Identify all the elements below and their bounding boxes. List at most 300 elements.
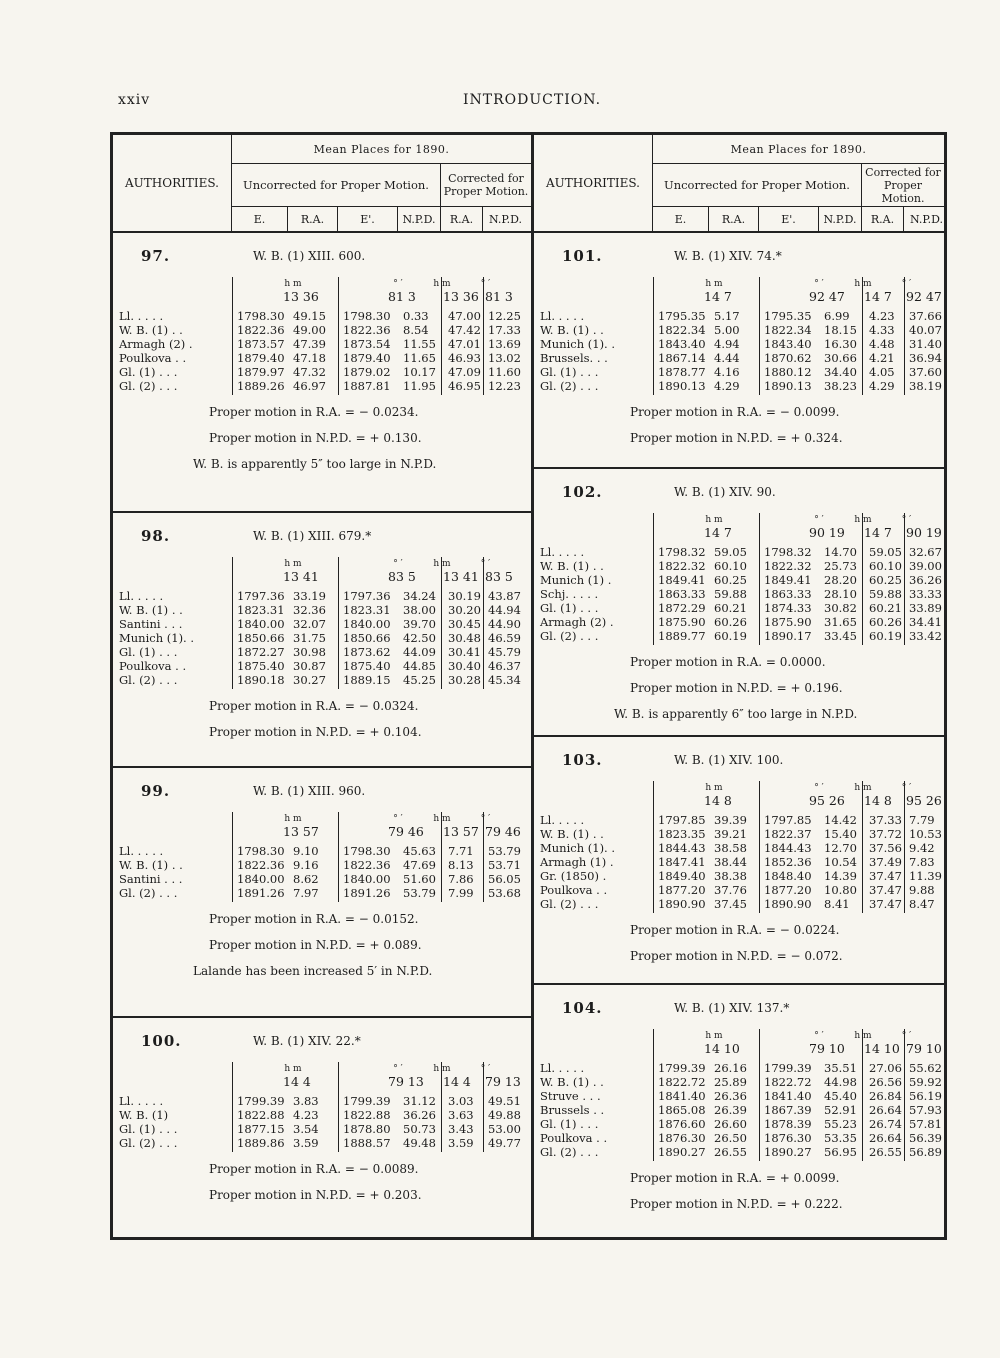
authority-name: Munich (1). . [540,841,616,855]
cell-value: 37.47 [869,869,902,883]
cell-value: 45.63 [403,844,436,858]
cell-value: 12.70 [824,841,857,855]
cell-value: 1872.29 [658,601,706,615]
reference-value-cra: 14 7 [864,525,892,540]
proper-motion-note: Proper motion in R.A. = + 0.0099. [630,1171,840,1185]
reference-value-cnpd: 92 47 [906,289,942,304]
cell-value: 55.23 [824,1117,857,1131]
authority-name: Ll. . . . . [119,1094,164,1108]
cell-value: 45.40 [824,1089,857,1103]
star-number: 102. [562,483,603,501]
cell-value: 4.94 [714,337,740,351]
cell-value: 60.10 [869,559,902,573]
cell-value: 1822.88 [343,1108,391,1122]
cell-value: 26.84 [869,1089,902,1103]
cell-value: 49.88 [488,1108,521,1122]
table-row [113,365,528,379]
cell-value: 1873.62 [343,645,391,659]
cell-value: 1798.30 [343,309,391,323]
cell-value: 46.59 [488,631,521,645]
table-row [113,659,528,673]
reference-value-cnpd: 79 46 [485,824,521,839]
cell-value: 46.93 [448,351,481,365]
table-row [534,855,949,869]
cell-value: 53.00 [488,1122,521,1136]
table-row [113,617,528,631]
proper-motion-note: Proper motion in R.A. = − 0.0224. [630,923,840,937]
cell-value: 31.40 [909,337,942,351]
cell-value: 37.72 [869,827,902,841]
cell-value: 47.01 [448,337,481,351]
unit-label: ° ′ [814,1031,824,1041]
reference-value-npd: 95 26 [809,793,845,808]
star-number: 104. [562,999,603,1017]
observation-rows [113,309,528,393]
star-number: 99. [141,782,171,800]
cell-value: 37.47 [869,897,902,911]
cell-value: 1844.43 [658,841,706,855]
cell-value: 30.27 [293,673,326,687]
cell-value: 47.32 [293,365,326,379]
cell-value: 59.05 [869,545,902,559]
cell-value: 1847.41 [658,855,706,869]
cell-value: 1887.81 [343,379,391,393]
cell-value: 30.20 [448,603,481,617]
cell-value: 26.56 [869,1075,902,1089]
reference-value-cra: 14 7 [864,289,892,304]
cell-value: 8.54 [403,323,429,337]
cell-value: 30.19 [448,589,481,603]
cell-value: 8.13 [448,858,474,872]
cell-value: 3.54 [293,1122,319,1136]
proper-motion-note: Proper motion in R.A. = 0.0000. [630,655,826,669]
cell-value: 1797.36 [237,589,285,603]
cell-value: 50.73 [403,1122,436,1136]
cell-value: 1877.15 [237,1122,285,1136]
cell-value: 26.50 [714,1131,747,1145]
table-row [534,883,949,897]
table-row [534,351,949,365]
cell-value: 1877.20 [764,883,812,897]
cell-value: 37.56 [869,841,902,855]
table-row [534,629,949,643]
proper-motion-note: Proper motion in N.P.D. = − 0.072. [630,949,843,963]
unit-label: h m [284,814,302,824]
cell-value: 1840.00 [343,872,391,886]
unit-label: ° ′ [393,559,403,569]
unit-label: h m [433,279,451,289]
cell-value: 12.23 [488,379,521,393]
unit-label: ° ′ [814,279,824,289]
authority-name: Gl. (1) . . . [540,1117,599,1131]
reference-value-npd: 92 47 [809,289,845,304]
proper-motion-note: Proper motion in R.A. = − 0.0234. [209,405,419,419]
cell-value: 1797.85 [764,813,812,827]
cell-value: 38.38 [714,869,747,883]
cell-value: 10.54 [824,855,857,869]
table-row [113,323,528,337]
star-table [110,132,947,1240]
reference-value-ra: 14 7 [704,525,732,540]
authority-name: Santini . . . [119,617,183,631]
cell-value: 1867.14 [658,351,706,365]
table-row [113,1094,528,1108]
table-row [534,323,949,337]
cell-value: 37.76 [714,883,747,897]
cell-value: 60.26 [869,615,902,629]
cell-value: 31.75 [293,631,326,645]
unit-label: h m [433,814,451,824]
cell-value: 49.00 [293,323,326,337]
authority-name: Armagh (2) . [540,615,614,629]
authority-name: Gl. (1) . . . [119,645,178,659]
cell-value: 1890.27 [658,1145,706,1159]
cell-value: 40.07 [909,323,942,337]
catalogue-reference: W. B. (1) XIV. 137.* [674,1001,790,1015]
cell-value: 4.05 [869,365,895,379]
cell-value: 26.39 [714,1103,747,1117]
cell-value: 37.66 [909,309,942,323]
table-row [113,337,528,351]
cell-value: 36.94 [909,351,942,365]
cell-value: 7.83 [909,855,935,869]
cell-value: 34.40 [824,365,857,379]
cell-value: 7.71 [448,844,474,858]
cell-value: 28.10 [824,587,857,601]
authority-name: Struve . . . [540,1089,601,1103]
catalogue-reference: W. B. (1) XIV. 90. [674,485,776,499]
cell-value: 26.16 [714,1061,747,1075]
cell-value: 1890.17 [764,629,812,643]
unit-label: h m [284,559,302,569]
cell-value: 30.28 [448,673,481,687]
cell-value: 49.48 [403,1136,436,1150]
reference-value-npd: 79 46 [388,824,424,839]
cell-value: 39.70 [403,617,436,631]
table-row [534,841,949,855]
cell-value: 47.39 [293,337,326,351]
cell-value: 1863.33 [764,587,812,601]
authorities-heading: AUTHORITIES. [113,135,232,231]
cell-value: 3.03 [448,1094,474,1108]
cell-value: 35.51 [824,1061,857,1075]
cell-value: 1841.40 [764,1089,812,1103]
cell-value: 38.23 [824,379,857,393]
cell-value: 25.89 [714,1075,747,1089]
table-row [113,379,528,393]
reference-value-cnpd: 79 10 [906,1041,942,1056]
page-number: xxiv [118,92,151,108]
reference-value-ra: 14 8 [704,793,732,808]
cell-value: 1843.40 [764,337,812,351]
observation-rows [534,1061,949,1159]
cell-value: 1797.85 [658,813,706,827]
cell-value: 1891.26 [237,886,285,900]
cell-value: 1822.88 [237,1108,285,1122]
cell-value: 1822.32 [658,559,706,573]
table-header [113,135,531,233]
authority-name: Poulkova . . [540,883,608,897]
cell-value: 11.65 [403,351,436,365]
cell-value: 4.16 [714,365,740,379]
cell-value: 1889.86 [237,1136,285,1150]
catalogue-reference: W. B. (1) XIII. 679.* [253,529,372,543]
table-row [534,869,949,883]
cell-value: 11.60 [488,365,521,379]
uncorrected-heading: Uncorrected for Proper Motion. [232,164,441,207]
cell-value: 34.24 [403,589,436,603]
subheading-3: N.P.D. [819,207,862,231]
cell-value: 8.41 [824,897,850,911]
cell-value: 1798.30 [237,844,285,858]
unit-label: h m [854,279,872,289]
cell-value: 44.98 [824,1075,857,1089]
cell-value: 1795.35 [764,309,812,323]
cell-value: 32.36 [293,603,326,617]
authority-name: Brussels . . [540,1103,605,1117]
cell-value: 26.55 [714,1145,747,1159]
cell-value: 1852.36 [764,855,812,869]
cell-value: 1890.13 [764,379,812,393]
cell-value: 1873.57 [237,337,285,351]
cell-value: 37.60 [909,365,942,379]
cell-value: 6.99 [824,309,850,323]
star-section-103 [534,735,944,985]
proper-motion-note: Proper motion in N.P.D. = + 0.196. [630,681,843,695]
unit-label: h m [705,515,723,525]
cell-value: 39.00 [909,559,942,573]
table-row [534,827,949,841]
corrected-heading: Corrected for Proper Motion. [441,164,531,207]
cell-value: 3.59 [293,1136,319,1150]
cell-value: 56.89 [909,1145,942,1159]
cell-value: 52.91 [824,1103,857,1117]
cell-value: 47.09 [448,365,481,379]
authority-name: Ll. . . . . [540,545,585,559]
unit-label: h m [854,783,872,793]
authority-name: Munich (1). . [540,337,616,351]
cell-value: 30.48 [448,631,481,645]
cell-value: 1863.33 [658,587,706,601]
cell-value: 44.90 [488,617,521,631]
unit-label: h m [705,1031,723,1041]
cell-value: 1879.40 [343,351,391,365]
cell-value: 4.33 [869,323,895,337]
star-number: 101. [562,247,603,265]
cell-value: 1890.90 [658,897,706,911]
cell-value: 31.12 [403,1094,436,1108]
cell-value: 59.88 [714,587,747,601]
cell-value: 47.69 [403,858,436,872]
reference-value-ra: 14 7 [704,289,732,304]
reference-value-ra: 13 36 [283,289,319,304]
authority-name: Armagh (2) . [119,337,193,351]
table-row [113,351,528,365]
page-header [118,92,948,112]
authority-name: W. B. (1) . . [540,323,604,337]
subheading-3: N.P.D. [398,207,441,231]
unit-label: ° ′ [814,783,824,793]
reference-value-ra: 14 10 [704,1041,740,1056]
cell-value: 12.25 [488,309,521,323]
table-row [113,309,528,323]
cell-value: 1878.80 [343,1122,391,1136]
unit-label: h m [284,1064,302,1074]
reference-value-npd: 79 10 [809,1041,845,1056]
cell-value: 26.74 [869,1117,902,1131]
cell-value: 30.87 [293,659,326,673]
cell-value: 37.49 [869,855,902,869]
cell-value: 1822.36 [343,858,391,872]
authority-name: Gl. (1) . . . [119,1122,178,1136]
cell-value: 60.25 [869,573,902,587]
proper-motion-note: Proper motion in R.A. = − 0.0089. [209,1162,419,1176]
cell-value: 1798.32 [658,545,706,559]
proper-motion-note: Proper motion in N.P.D. = + 0.222. [630,1197,843,1211]
cell-value: 53.79 [488,844,521,858]
cell-value: 11.39 [909,869,942,883]
cell-value: 1841.40 [658,1089,706,1103]
cell-value: 1840.00 [343,617,391,631]
cell-value: 60.19 [714,629,747,643]
authority-name: Gl. (1) . . . [540,601,599,615]
proper-motion-note: Proper motion in N.P.D. = + 0.089. [209,938,422,952]
cell-value: 53.35 [824,1131,857,1145]
cell-value: 1850.66 [237,631,285,645]
page-title: INTRODUCTION. [463,92,602,108]
cell-value: 36.26 [909,573,942,587]
cell-value: 57.93 [909,1103,942,1117]
authority-name: Gl. (2) . . . [119,379,178,393]
proper-motion-note: Proper motion in N.P.D. = + 0.130. [209,431,422,445]
cell-value: 8.62 [293,872,319,886]
observation-rows [534,813,949,911]
table-row [534,559,949,573]
cell-value: 36.26 [403,1108,436,1122]
authority-name: Armagh (1) . [540,855,614,869]
authority-name: W. B. (1) . . [540,827,604,841]
cell-value: 56.19 [909,1089,942,1103]
star-section-101 [534,231,944,469]
cell-value: 1867.39 [764,1103,812,1117]
table-row [113,872,528,886]
cell-value: 1843.40 [658,337,706,351]
cell-value: 53.71 [488,858,521,872]
cell-value: 30.66 [824,351,857,365]
table-row [534,1103,949,1117]
uncorrected-heading: Uncorrected for Proper Motion. [653,164,862,207]
cell-value: 30.40 [448,659,481,673]
cell-value: 60.21 [869,601,902,615]
cell-value: 4.21 [869,351,895,365]
cell-value: 1870.62 [764,351,812,365]
catalogue-reference: W. B. (1) XIV. 22.* [253,1034,361,1048]
cell-value: 56.05 [488,872,521,886]
cell-value: 14.39 [824,869,857,883]
cell-value: 56.39 [909,1131,942,1145]
authority-name: Ll. . . . . [540,309,585,323]
authority-name: Gl. (2) . . . [119,1136,178,1150]
cell-value: 47.18 [293,351,326,365]
unit-label: h m [433,1064,451,1074]
authority-name: Gl. (2) . . . [540,1145,599,1159]
table-row [534,601,949,615]
cell-value: 1798.30 [343,844,391,858]
cell-value: 45.25 [403,673,436,687]
cell-value: 1849.40 [658,869,706,883]
star-number: 100. [141,1032,182,1050]
unit-label: ° ′ [480,279,491,289]
cell-value: 1799.39 [658,1061,706,1075]
cell-value: 33.33 [909,587,942,601]
table-row [113,858,528,872]
mean-places-heading: Mean Places for 1890. [653,135,944,164]
cell-value: 46.97 [293,379,326,393]
cell-value: 7.79 [909,813,935,827]
authority-name: Schj. . . . . [540,587,599,601]
cell-value: 1822.36 [237,323,285,337]
cell-value: 60.10 [714,559,747,573]
cell-value: 1822.34 [764,323,812,337]
cell-value: 1799.39 [237,1094,285,1108]
cell-value: 15.40 [824,827,857,841]
cell-value: 4.29 [869,379,895,393]
table-row [534,1089,949,1103]
cell-value: 1890.90 [764,897,812,911]
table-row [113,645,528,659]
cell-value: 25.73 [824,559,857,573]
cell-value: 53.68 [488,886,521,900]
table-row [534,1117,949,1131]
cell-value: 45.34 [488,673,521,687]
cell-value: 7.99 [448,886,474,900]
reference-value-cra: 14 10 [864,1041,900,1056]
cell-value: 1876.30 [658,1131,706,1145]
subheading-1: R.A. [709,207,759,231]
subheading-5: N.P.D. [488,212,522,226]
cell-value: 38.44 [714,855,747,869]
authority-name: Gl. (2) . . . [540,379,599,393]
cell-value: 47.00 [448,309,481,323]
table-row [534,1131,949,1145]
unit-label: ° ′ [901,279,912,289]
cell-value: 1850.66 [343,631,391,645]
reference-value-cra: 14 8 [864,793,892,808]
cell-value: 1875.40 [343,659,391,673]
observation-rows [534,545,949,643]
table-row [113,631,528,645]
cell-value: 1822.34 [658,323,706,337]
unit-label: ° ′ [480,814,491,824]
authority-name: Gl. (2) . . . [119,673,178,687]
cell-value: 5.00 [714,323,740,337]
unit-label: h m [433,559,451,569]
cell-value: 1875.40 [237,659,285,673]
cell-value: 13.69 [488,337,521,351]
cell-value: 30.82 [824,601,857,615]
authority-name: Munich (1) . [540,573,612,587]
authority-name: Ll. . . . . [119,844,164,858]
cell-value: 59.88 [869,587,902,601]
table-row [534,309,949,323]
cell-value: 26.36 [714,1089,747,1103]
cell-value: 1823.35 [658,827,706,841]
proper-motion-note: Proper motion in N.P.D. = + 0.203. [209,1188,422,1202]
table-row [534,1061,949,1075]
authority-name: Brussels. . . [540,351,608,365]
reference-value-cnpd: 90 19 [906,525,942,540]
authority-name: W. B. (1) . . [119,603,183,617]
